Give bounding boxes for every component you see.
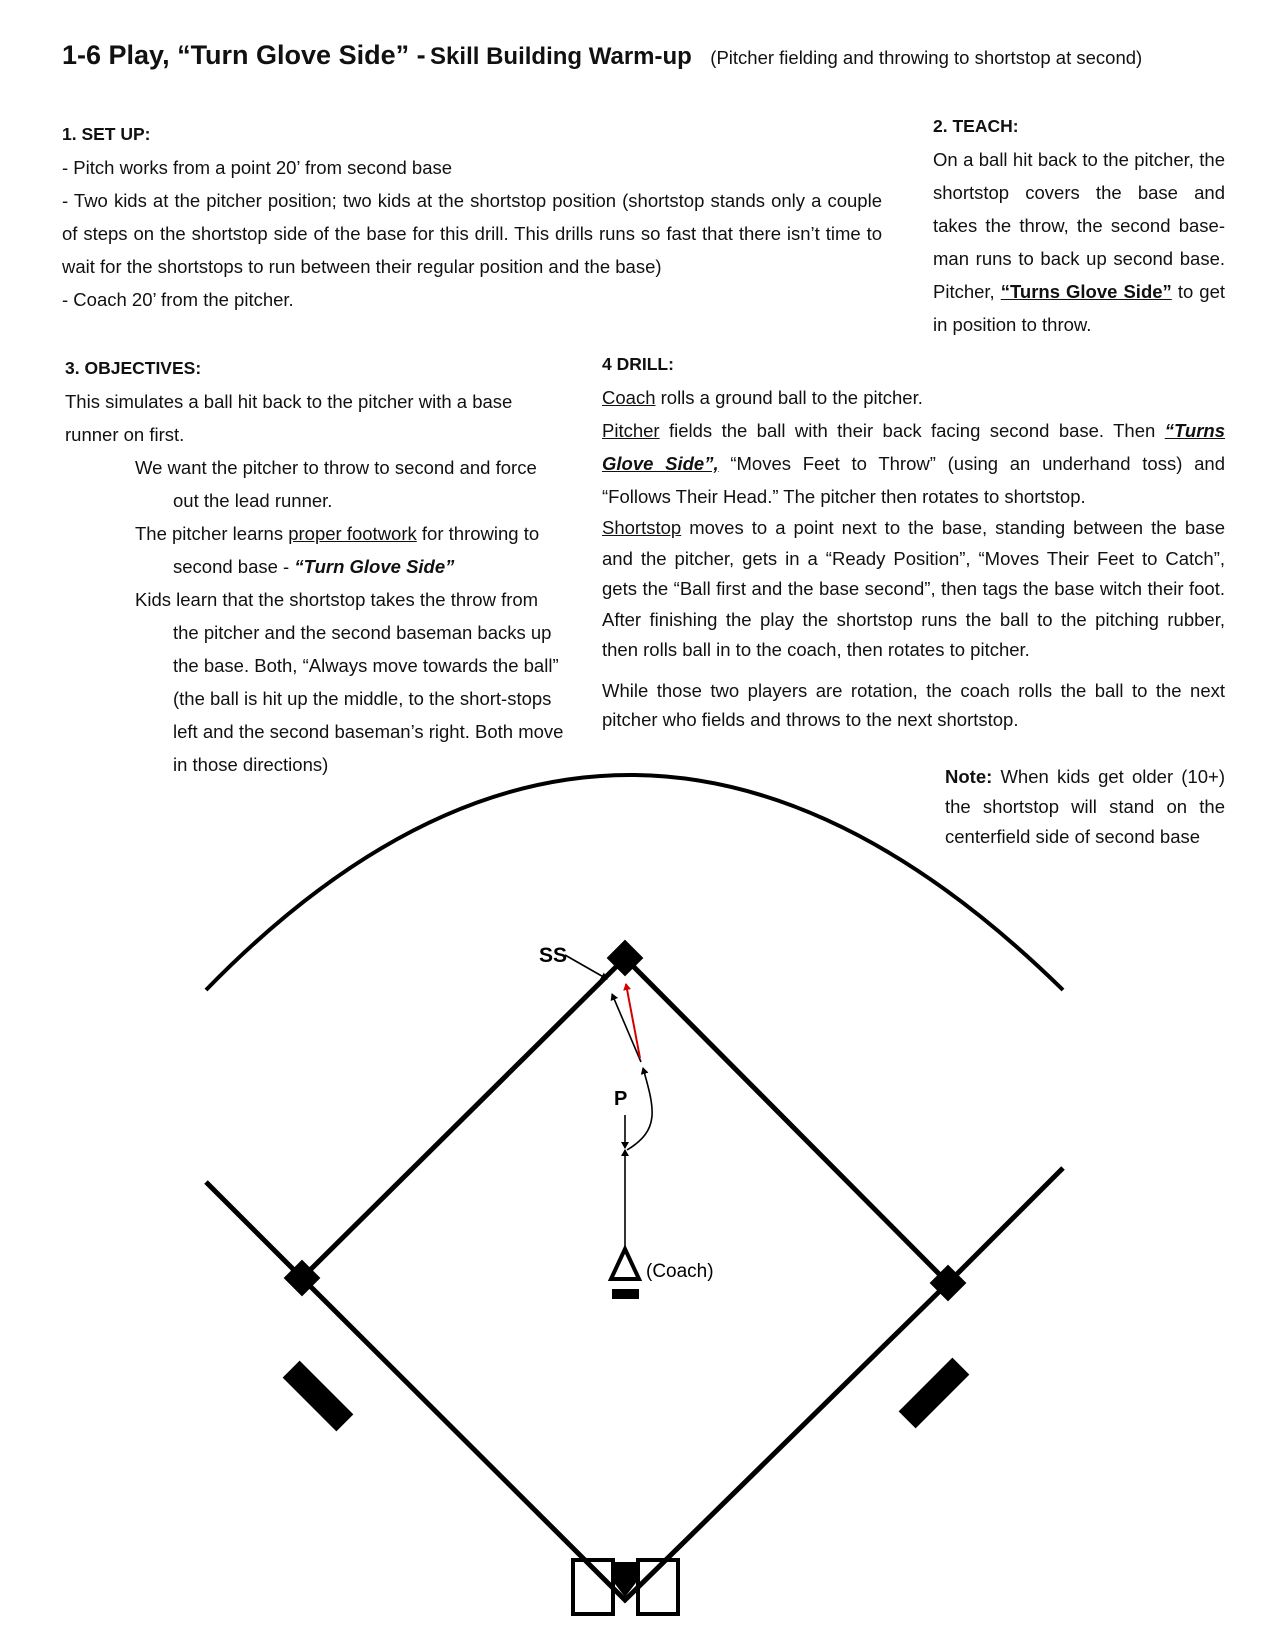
objectives-item-3: Kids learn that the shortstop takes the throw from the pitcher and the second baseman backs up the base. Both, “Always move towards the ball” (the ball is hit up the middle, to the short-stops left and the second baseman’s right. Both move in those directions) (135, 589, 564, 775)
drill-shortstop-lead: Shortstop (602, 517, 682, 538)
objectives-item-2-emphasis: “Turn Glove Side” (294, 556, 455, 577)
drill-pitcher-lead: Pitcher (602, 420, 660, 441)
objectives-heading: 3. OBJECTIVES: (65, 358, 202, 378)
teach-pitcher-emphasis: “Turns Glove Side” (1000, 281, 1172, 302)
setup-line-2: - Two kids at the pitcher position; two kids at the shortstop position (shortstop stands only a couple of steps on the shortstop side of the base for this drill. This drills runs so fast that there isn’t time to wait for the shortstops to run between their regular position and the base) (62, 190, 882, 277)
coach-marker-icon (611, 1249, 639, 1279)
pitching-rubber (612, 1289, 639, 1299)
coach-label: (Coach) (646, 1261, 714, 1282)
setup-line-1: - Pitch works from a point 20’ from second base (62, 157, 453, 178)
drill-pitcher-tail: “Moves Feet to Throw” (using an underhand toss) and “Follows Their Head.” The pitcher then rotates to shortstop. (602, 453, 1225, 507)
foul-line-left-extension (206, 1182, 302, 1278)
proper-footwork-text: proper footwork (288, 523, 417, 544)
pitcher-turn-path (627, 1068, 652, 1150)
setup-heading: 1. SET UP: (62, 124, 151, 144)
drill-coach-text: rolls a ground ball to the pitcher. (660, 387, 923, 408)
shortstop-label: SS (539, 944, 568, 967)
drill-coach-lead: Coach (602, 387, 656, 408)
drill-heading: 4 DRILL: (602, 354, 674, 374)
title-main: 1-6 Play, “Turn Glove Side” - (62, 40, 426, 70)
teach-heading: 2. TEACH: (933, 116, 1019, 136)
objectives-item-2-mid: for throwing to second base - (173, 523, 540, 577)
drill-shortstop-text: moves to a point next to the base, standing between the base and the pitcher, gets in a “Ready Position”, “Moves Their Feet to Catch”, gets the “Ball first and the base second”, then tags the base witch their foot. After finishing the play the shortstop runs the ball to the pitching rubber, then rolls ball in to the coach, then rotates to pitcher. (602, 517, 1225, 660)
note-text: When kids get older (10+) the shortstop will stand on the centerfield side of second base (945, 766, 1225, 847)
shortstop-move-path (565, 955, 607, 979)
title-sub: Skill Building Warm-up (430, 43, 692, 70)
teach-body-text: On a ball hit back to the pitcher, the shortstop covers the base and takes the throw, the second base-man runs to back up second base. (933, 149, 1225, 269)
objectives-item-2-prefix: The pitcher learns (135, 523, 284, 544)
coach-box-right (899, 1358, 970, 1429)
drill-pitcher-emphasis: “Turns Glove Side”, (602, 420, 1226, 474)
coach-box-left (283, 1361, 354, 1432)
title-note: (Pitcher fielding and throwing to shortstop at second) (710, 47, 1143, 68)
teach-pitcher-suffix: to get in position to throw. (933, 281, 1226, 335)
objectives-item-1: We want the pitcher to throw to second and force out the lead runner. (135, 457, 537, 511)
throw-path (626, 984, 640, 1058)
drill-pitcher-text: fields the ball with their back facing second base. Then (668, 420, 1156, 441)
foul-line-right-extension (948, 1168, 1063, 1283)
drill-paragraph-rotation: While those two players are rotation, the coach rolls the ball to the next pitcher who fields and throws to the next shortstop. (602, 679, 1225, 730)
objectives-intro: This simulates a ball hit back to the pitcher with a base runner on first. (65, 391, 513, 445)
pitcher-run-path (612, 994, 641, 1062)
note-label: Note: (945, 766, 993, 787)
setup-line-3: - Coach 20’ from the pitcher. (62, 289, 294, 310)
pitcher-label: P (614, 1088, 628, 1110)
teach-pitcher-prefix: Pitcher, (933, 281, 995, 302)
